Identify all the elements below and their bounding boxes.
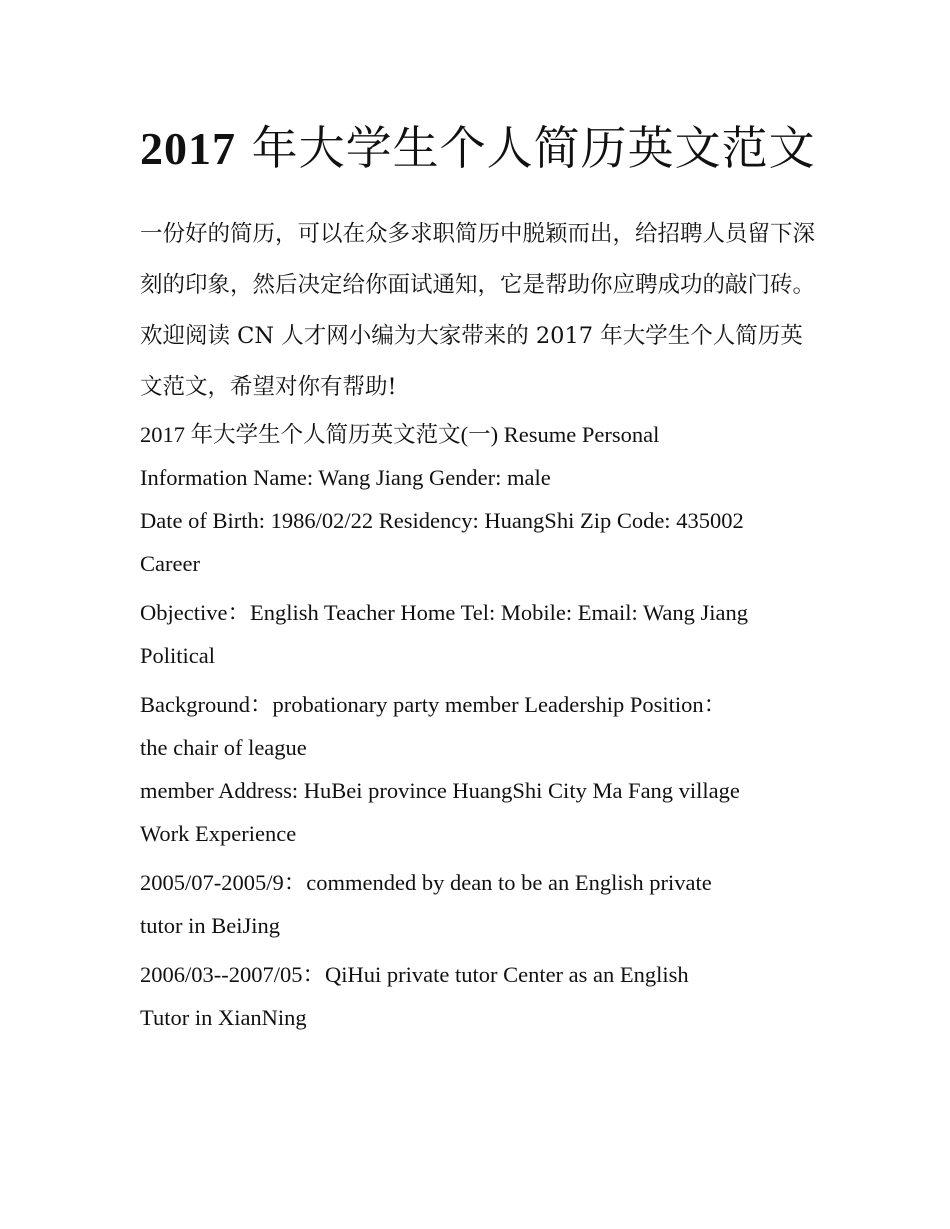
resume-line: Date of Birth: 1986/02/22 Residency: HuangShi Zip Code: 435002 <box>140 508 744 533</box>
resume-line: Tutor in XianNing <box>140 1005 307 1030</box>
resume-line: 2005/07-2005/9：commended by dean to be an English private <box>140 870 712 895</box>
resume-line: 2017 年大学生个人简历英文范文(一) Resume Personal <box>140 422 660 447</box>
intro-paragraph: 一份好的简历，可以在众多求职简历中脱颖而出，给招聘人员留下深刻的印象，然后决定给你面试通知，它是帮助你应聘成功的敲门砖。欢迎阅读 CN 人才网小编为大家带来的 2017 年大学生个人简历英文范文，希望对你有帮助! <box>140 221 816 400</box>
document-page <box>140 110 820 1039</box>
resume-line: Career <box>140 551 200 576</box>
document-title <box>140 110 820 187</box>
title-text: 年大学生个人简历英文范文 <box>236 121 816 175</box>
resume-line: Background：probationary party member Leadership Position： <box>140 692 727 717</box>
resume-line: Work Experience <box>140 821 297 846</box>
resume-line: member Address: HuBei province HuangShi City Ma Fang village <box>140 778 740 803</box>
title-year: 2017 <box>140 123 236 174</box>
resume-line: Objective：English Teacher Home Tel: Mobile: Email: Wang Jiang <box>140 600 749 625</box>
resume-line: Political <box>140 643 215 668</box>
resume-line: Information Name: Wang Jiang Gender: male <box>140 465 551 490</box>
resume-line: 2006/03--2007/05：QiHui private tutor Center as an English <box>140 962 689 987</box>
resume-line: tutor in BeiJing <box>140 913 280 938</box>
resume-line: the chair of league <box>140 735 307 760</box>
